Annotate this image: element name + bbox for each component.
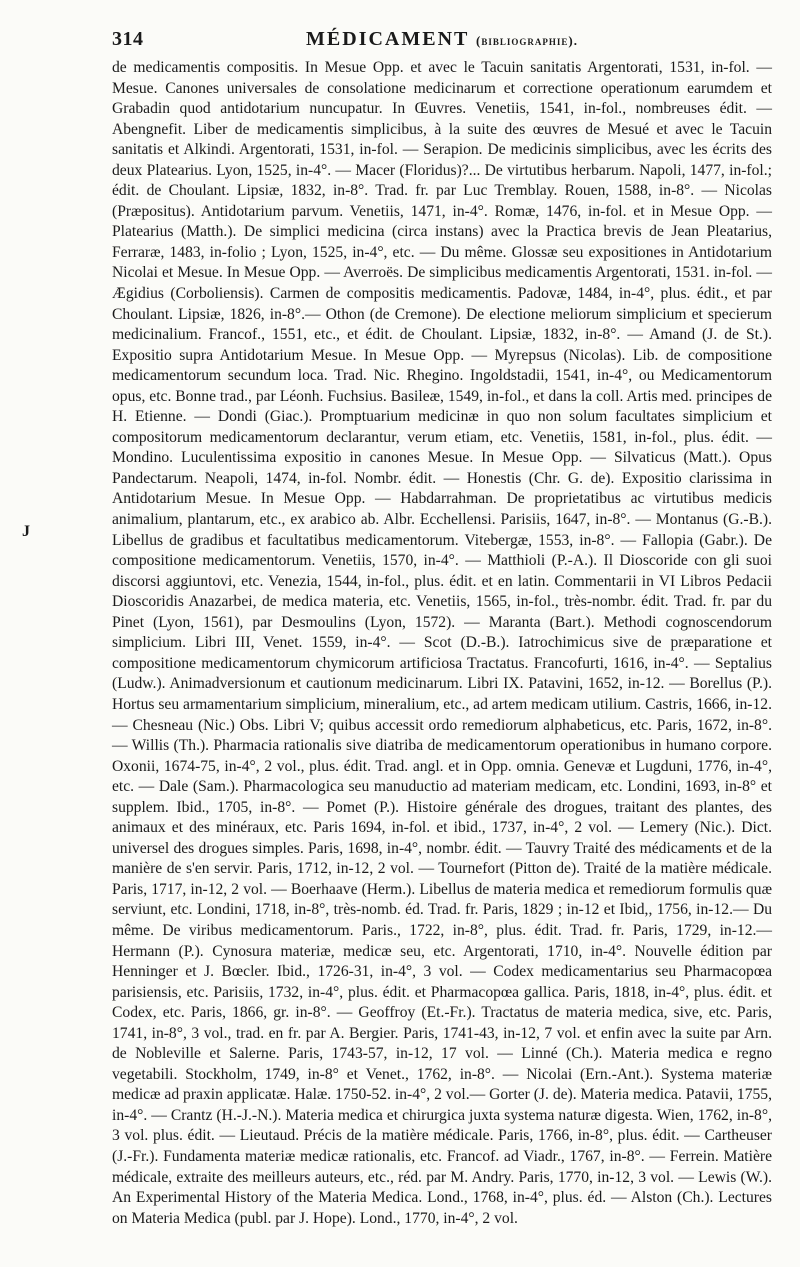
running-title-main: MÉDICAMENT bbox=[306, 28, 470, 50]
page-header bbox=[112, 28, 772, 56]
margin-mark: J bbox=[22, 523, 30, 540]
bibliography-body bbox=[112, 58, 772, 1229]
running-title-subtitle: (bibliographie). bbox=[476, 33, 578, 48]
running-title bbox=[112, 28, 772, 51]
page-number: 314 bbox=[112, 28, 144, 50]
bibliography-paragraph: de medicamentis compositis. In Mesue Opp. et avec le Tacuin sanitatis Argentorati, 1531, in-fol. — Mesue. Canones universales de consolatione medicinarum et correctione operationum earumdem et Grabadin quod antidotarium nuncupatur. In Œuvres. Venetiis, 1541, in-fol., nombreuses édit. — Abengnefit. Liber de medicamentis simplicibus, à la suite des œuvres de Mesué et avec le Tacuin sanitatis et Alkindi. Argentorati, 1531, in-fol. — Serapion. De medicinis simplicibus, avec les écrits des deux Platearius. Lyon, 1525, in-4°. — Macer (Floridus)?... De virtutibus herbarum. Napoli, 1477, in-fol.; édit. de Choulant. Lipsiæ, 1832, in-8°. Trad. fr. par Luc Tremblay. Rouen, 1588, in-8°. — Nicolas (Præpositus). Antidotarium parvum. Venetiis, 1471, in-4°. Romæ, 1476, in-fol. et in Mesue Opp. — Platearius (Matth.). De simplici medicina (circa instans) avec la Practica brevis de Jean Pleatarius, Ferraræ, 1483, in-folio ; Lyon, 1525, in-4°, etc. — Du même. Glossæ seu expositiones in Antidotarium Nicolai et Mesue. In Mesue Opp. — Averroës. De simplicibus medicamentis Argentorati, 1531. in-fol. — Ægidius (Corboliensis). Carmen de compositis medicamentis. Padovæ, 1484, in-4°, plus. édit., et par Choulant. Lipsiæ, 1826, in-8°.— Othon (de Cremone). De electione meliorum simplicium et specierum medicinalium. Francof., 1551, etc., et édit. de Choulant. Lipsiæ, 1832, in-8°. — Amand (J. de St.). Expositio supra Antidotarium Mesue. In Mesue Opp. — Myrepsus (Nicolas). Lib. de compositione medicamentorum secundum loca. Trad. Nic. Rhegino. Ingoldstadii, 1541, in-4°, ou Medicamentorum opus, etc. Bonne trad., par Léonh. Fuchsius. Basileæ, 1549, in-fol., et dans la coll. Artis med. principes de H. Etienne. — Dondi (Giac.). Promptuarium medicinæ in quo non solum facultates simplicium et compositorum medicamentorum declarantur, verum etiam, etc. Venetiis, 1581, in-fol., plus. édit. — Mondino. Luculentissima expositio in canones Mesue. In Mesue Opp. — Silvaticus (Matt.). Opus Pandectarum. Neapoli, 1474, in-fol. Nombr. édit. — Honestis (Chr. G. de). Expositio clarissima in Antidotarium Mesue. In Mesue Opp. — Habdarrahman. De proprietatibus ac virtutibus medicis animalium, plantarum, etc., ex arabico ab. Albr. Ecchellensi. Parisiis, 1647, in-8°. — Montanus (G.-B.). Libellus de gradibus et facultatibus medicamentorum. Vitebergæ, 1553, in-8°. — Fallopia (Gabr.). De compositione medicamentorum. Venetiis, 1570, in-4°. — Matthioli (P.-A.). Il Dioscoride con gli suoi discorsi aggiuntovi, etc. Venezia, 1544, in-fol., plus. édit. et en latin. Commentarii in VI Libros Pedacii Dioscoridis Anazarbei, de medica materia, etc. Venetiis, 1565, in-fol., très-nombr. édit. Trad. fr. par du Pinet (Lyon, 1561), par Desmoulins (Lyon, 1572). — Maranta (Bart.). Methodi cognoscendorum simplicium. Libri III, Venet. 1559, in-4°. — Scot (D.-B.). Iatrochimicus sive de præparatione et compositione medicamentorum chymicorum artificiosa Tractatus. Francofurti, 1616, in-4°. — Septalius (Ludw.). Animadversionum et cautionum medicinarum. Libri IX. Patavini, 1652, in-12. — Borellus (P.). Hortus seu armamentarium simplicium, mineralium, etc., ad artem medicam utilium. Castris, 1666, in-12.— Chesneau (Nic.) Obs. Libri V; quibus accessit ordo remediorum alphabeticus, etc. Paris, 1672, in-8°. — Willis (Th.). Pharmacia rationalis sive diatriba de medicamentorum operationibus in humano corpore. Oxonii, 1674-75, in-4°, 2 vol., plus. édit. Trad. angl. et in Opp. omnia. Genevæ et Lugduni, 1776, in-4°, etc. — Dale (Sam.). Pharmacologica seu manuductio ad materiam medicam, etc. Londini, 1693, in-8° et supplem. Ibid., 1705, in-8°. — Pomet (P.). Histoire générale des drogues, traitant des plantes, des animaux et des minéraux, etc. Paris 1694, in-fol. et ibid., 1737, in-4°, 2 vol. — Lemery (Nic.). Dict. universel des drogues simples. Paris, 1698, in-4°, nombr. édit. — Tauvry Traité des médicaments et de la manière de s'en servir. Paris, 1712, in-12, 2 vol. — Tournefort (Pitton de). Traité de la matière médicale. Paris, 1717, in-12, 2 vol. — Boerhaave (Herm.). Libellus de materia medica et remediorum formulis quæ serviunt, etc. Londini, 1718, in-8°, très-nomb. éd. Trad. fr. Paris, 1829 ; in-12 et Ibid,, 1756, in-12.— Du même. De viribus medicamentorum. Paris., 1722, in-8°, plus. édit. Trad. fr. Paris, 1729, in-12.— Hermann (P.). Cynosura materiæ, medicæ seu, etc. Argentorati, 1710, in-4°. Nouvelle édition par Henninger et J. Bœcler. Ibid., 1726-31, in-4°, 3 vol. — Codex medicamentarius seu Pharmacopœa parisiensis, etc. Parisiis, 1732, in-4°, plus. édit. et Pharmacopœa gallica. Paris, 1818, in-4°, plus. édit. et Codex, etc. Paris, 1866, gr. in-8°. — Geoffroy (Et.-Fr.). Tractatus de materia medica, sive, etc. Paris, 1741, in-8°, 3 vol., trad. en fr. par A. Bergier. Paris, 1741-43, in-12, 7 vol. et enfin avec la suite par Arn. de Nobleville et Salerne. Paris, 1743-57, in-12, 17 vol. — Linné (Ch.). Materia medica e regno vegetabili. Stockholm, 1749, in-8° et Venet., 1762, in-8°. — Nicolai (Ern.-Ant.). Systema materiæ medicæ ad praxin applicatæ. Halæ. 1750-52. in-4°, 2 vol.— Gorter (J. de). Materia medica. Patavii, 1755, in-4°. — Crantz (H.-J.-N.). Materia medica et chirurgica juxta systema naturæ digesta. Wien, 1762, in-8°, 3 vol. plus. édit. — Lieutaud. Précis de la matière médicale. Paris, 1766, in-8°, plus. édit. — Cartheuser (J.-Fr.). Fundamenta materiæ medicæ rationalis, etc. Francof. ad Viadr., 1767, in-8°. — Ferrein. Matière médicale, extraite des meilleurs auteurs, etc., réd. par M. Andry. Paris, 1770, in-12, 3 vol. — Lewis (W.). An Experimental History of the Materia Medica. Lond., 1768, in-4°, plus. éd. — Alston (Ch.). Lectures on Materia Medica (publ. par J. Hope). Lond., 1770, in-4°, 2 vol. bbox=[112, 59, 772, 1227]
